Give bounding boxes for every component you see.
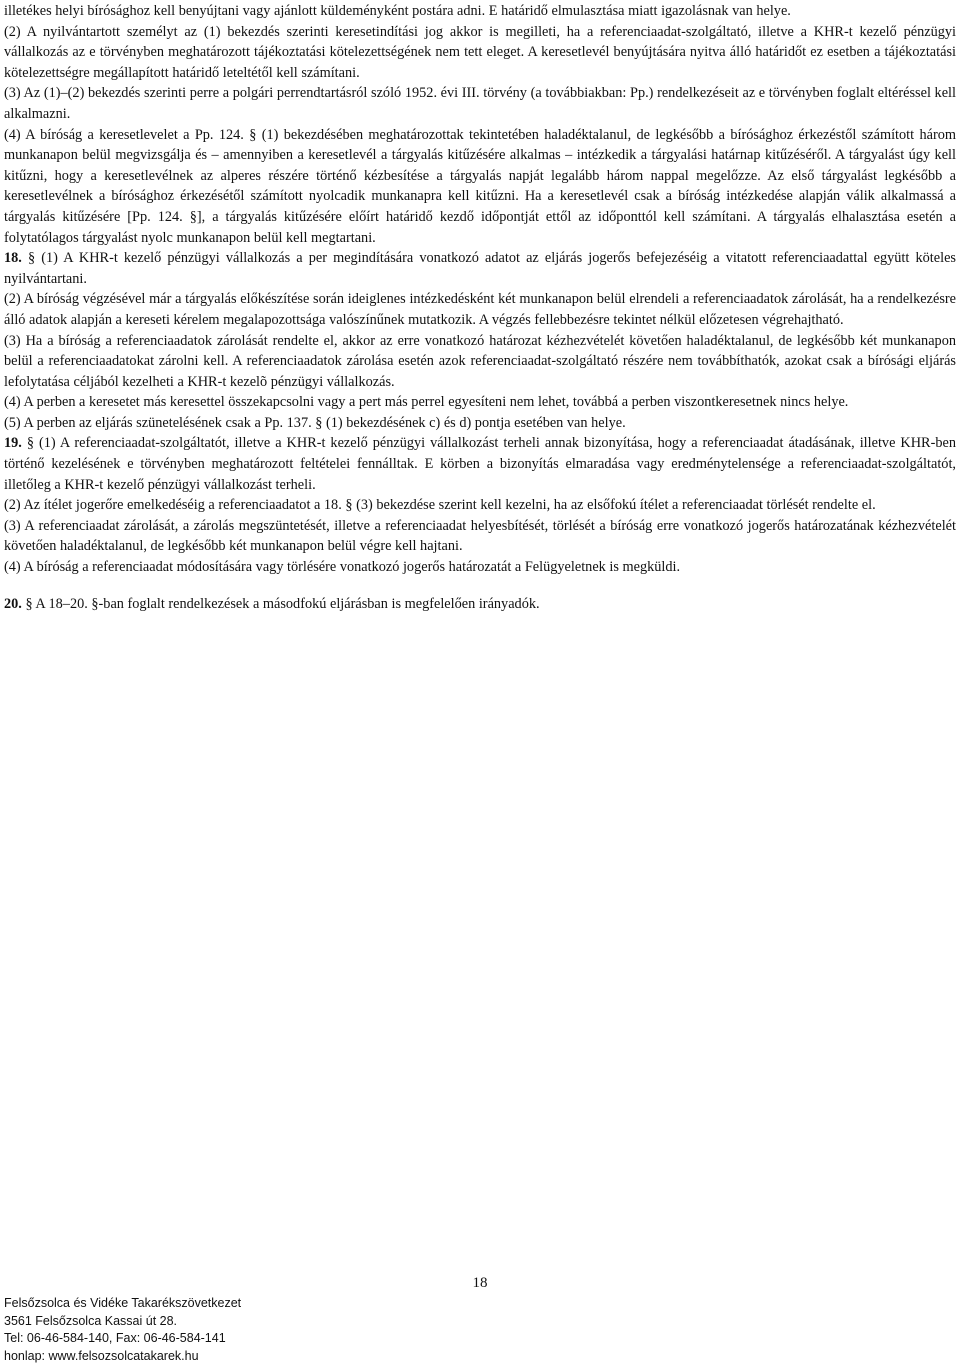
paragraph-text: (4) A perben a keresetet más keresettel összekapcsolni vagy a pert más perrel egyesíteni nem lehet, továbbá a perben viszontkeresetnek nincs helye. xyxy=(4,394,849,411)
paragraph xyxy=(4,594,956,615)
footer-website: honlap: www.felsozsolcatakarek.hu xyxy=(4,1348,199,1363)
paragraph-text: (2) A nyilvántartott személyt az (1) bekezdés szerinti keresetindítási jog akkor is megilleti, ha a referenciaadat-szolgáltató, illetve a KHR-t kezelő pénzügyi vállalkozás az e törvényben meghatározott tájékoztatási kötelezettségének nem tett eleget. A keresetlevél benyújtására nyitva álló határidőt ez esetben a tájékoztatási kötelezettségre megállapított határidő leteltétől kell számítani. xyxy=(4,23,956,81)
footer-phone: Tel: 06-46-584-140, Fax: 06-46-584-141 xyxy=(4,1331,226,1345)
footer xyxy=(4,1295,241,1365)
paragraph xyxy=(4,1,956,22)
footer-address: 3561 Felsőzsolca Kassai út 28. xyxy=(4,1313,178,1328)
paragraph-text: (4) A bíróság a referenciaadat módosítására vagy törlésére vonatkozó jogerős határozatát a Felügyeletnek is megküldi. xyxy=(4,559,681,576)
paragraph-text: (3) Ha a bíróság a referenciaadatok zárolását rendelte el, akkor az erre vonatkozó határozat kézhezvételét követően haladéktalanul, de legkésőbb két munkanapon belül a referenciaadatokat zárolni kell. A referenciaadatok zárolása esetén azok referenciaadat-szolgáltató részére nem továbbíthatók, azokat csak a bírósági eljárás lefolytatása céljából kezelheti a KHR-t kezelõ pénzügyi vállalkozás. xyxy=(4,332,956,390)
paragraph xyxy=(4,125,956,249)
paragraph-text: (5) A perben az eljárás szünetelésének csak a Pp. 137. § (1) bekezdésének c) és d) pontja esetében van helye. xyxy=(4,414,626,431)
paragraph xyxy=(4,248,956,289)
paragraph xyxy=(4,433,956,495)
paragraph-text: (2) Az ítélet jogerőre emelkedéséig a referenciaadatot a 18. § (3) bekezdése szerint kell kezelni, ha az elsőfokú ítélet a referenciaadat törlését rendelte el. xyxy=(4,497,876,514)
paragraph-text: § (1) A KHR-t kezelő pénzügyi vállalkozás a per megindítására vonatkozó adatot az eljárás jogerős befejezéséig a vitatott referenciaadattal együtt köteles nyilvántartani. xyxy=(4,250,956,287)
paragraph-gap xyxy=(4,578,956,594)
section-number: 20. xyxy=(4,595,22,612)
document-body xyxy=(4,1,956,614)
paragraph xyxy=(4,392,956,413)
section-number: 19. xyxy=(4,435,22,452)
paragraph xyxy=(4,413,956,434)
paragraph-text: (2) A bíróság végzésével már a tárgyalás előkészítése során ideiglenes intézkedésként két munkanapon belül elrendeli a referenciaadatok zárolását, ha a rendelkezésre álló adatok alapján a kereseti kérelem megalapozottsága valószínűnek mutatkozik. A végzés fellebbezésre tekintet nélkül előzetesen végrehajtható. xyxy=(4,291,956,328)
page-number: 18 xyxy=(472,1275,488,1291)
paragraph xyxy=(4,22,956,84)
paragraph-text: (3) A referenciaadat zárolását, a zárolás megszüntetését, illetve a referenciaadat helyesbítését, törlését a bíróság erre vonatkozó jogerős határozatának kézhezvételét követően haladéktalanul, de legkésőbb két munkanapon belül végre kell hajtani. xyxy=(4,517,956,555)
paragraph-text: (4) A bíróság a keresetlevelet a Pp. 124. § (1) bekezdésében meghatározottak tekintetében haladéktalanul, de legkésőbb a bírósághoz érkezéstől számított három munkanapon belül megvizsgálja és – amennyiben a keresetlevél a tárgyalás kitűzésére alkalmas – intézkedik a tárgyalási határnap kitűzéséről. A tárgyalást úgy kell kitűzni, hogy a keresetlevélnek az alperes részére történő kézbesítése a tárgyalás napját legalább három nappal megelőzze. Az első tárgyalást legkésőbb a keresetlevélnek a bírósághoz érkezésétől számított nyolcadik munkanapra kell kitűzni. Ha a keresetlevél csak a bíróság intézkedése alapján válik alkalmassá a tárgyalás kitűzésére [Pp. 124. §], a tárgyalás kitűzésére előírt határidő kezdő időpontját ettől az időponttól kell számítani. A tárgyalás elhalasztása esetén a folytatólagos tárgyalást nyolc munkanapon belül kell megtartani. xyxy=(4,126,956,246)
paragraph xyxy=(4,83,956,124)
paragraph-text: § (1) A referenciaadat-szolgáltatót, illetve a KHR-t kezelő pénzügyi vállalkozást terheli annak bizonyítása, hogy a referenciaadat átadásának, illetve KHR-ben történő kezelésének e törvényben meghatározott feltételei fennálltak. E körben a bizonyítás elmaradása vagy eredménytelensége a referenciaadat-szolgáltatót, illetőleg a KHR-t kezelő pénzügyi vállalkozást terheli. xyxy=(4,435,956,493)
paragraph xyxy=(4,331,956,393)
paragraph-text: (3) Az (1)–(2) bekezdés szerinti perre a polgári perrendtartásról szóló 1952. évi III. törvény (a továbbiakban: Pp.) rendelkezéseit az e törvényben foglalt eltéréssel kell alkalmazni. xyxy=(4,85,956,122)
paragraph xyxy=(4,557,956,578)
paragraph xyxy=(4,516,956,557)
section-number: 18. xyxy=(4,250,22,267)
paragraph xyxy=(4,289,956,330)
paragraph xyxy=(4,495,956,516)
footer-org: Felsőzsolca és Vidéke Takarékszövetkezet xyxy=(4,1296,242,1310)
paragraph-text: § A 18–20. §-ban foglalt rendelkezések a másodfokú eljárásban is megfelelően irányadók. xyxy=(25,595,540,612)
paragraph-text: illetékes helyi bírósághoz kell benyújtani vagy ajánlott küldeményként postára adni. E határidő elmulasztása miatt igazolásnak van helye. xyxy=(4,3,791,19)
